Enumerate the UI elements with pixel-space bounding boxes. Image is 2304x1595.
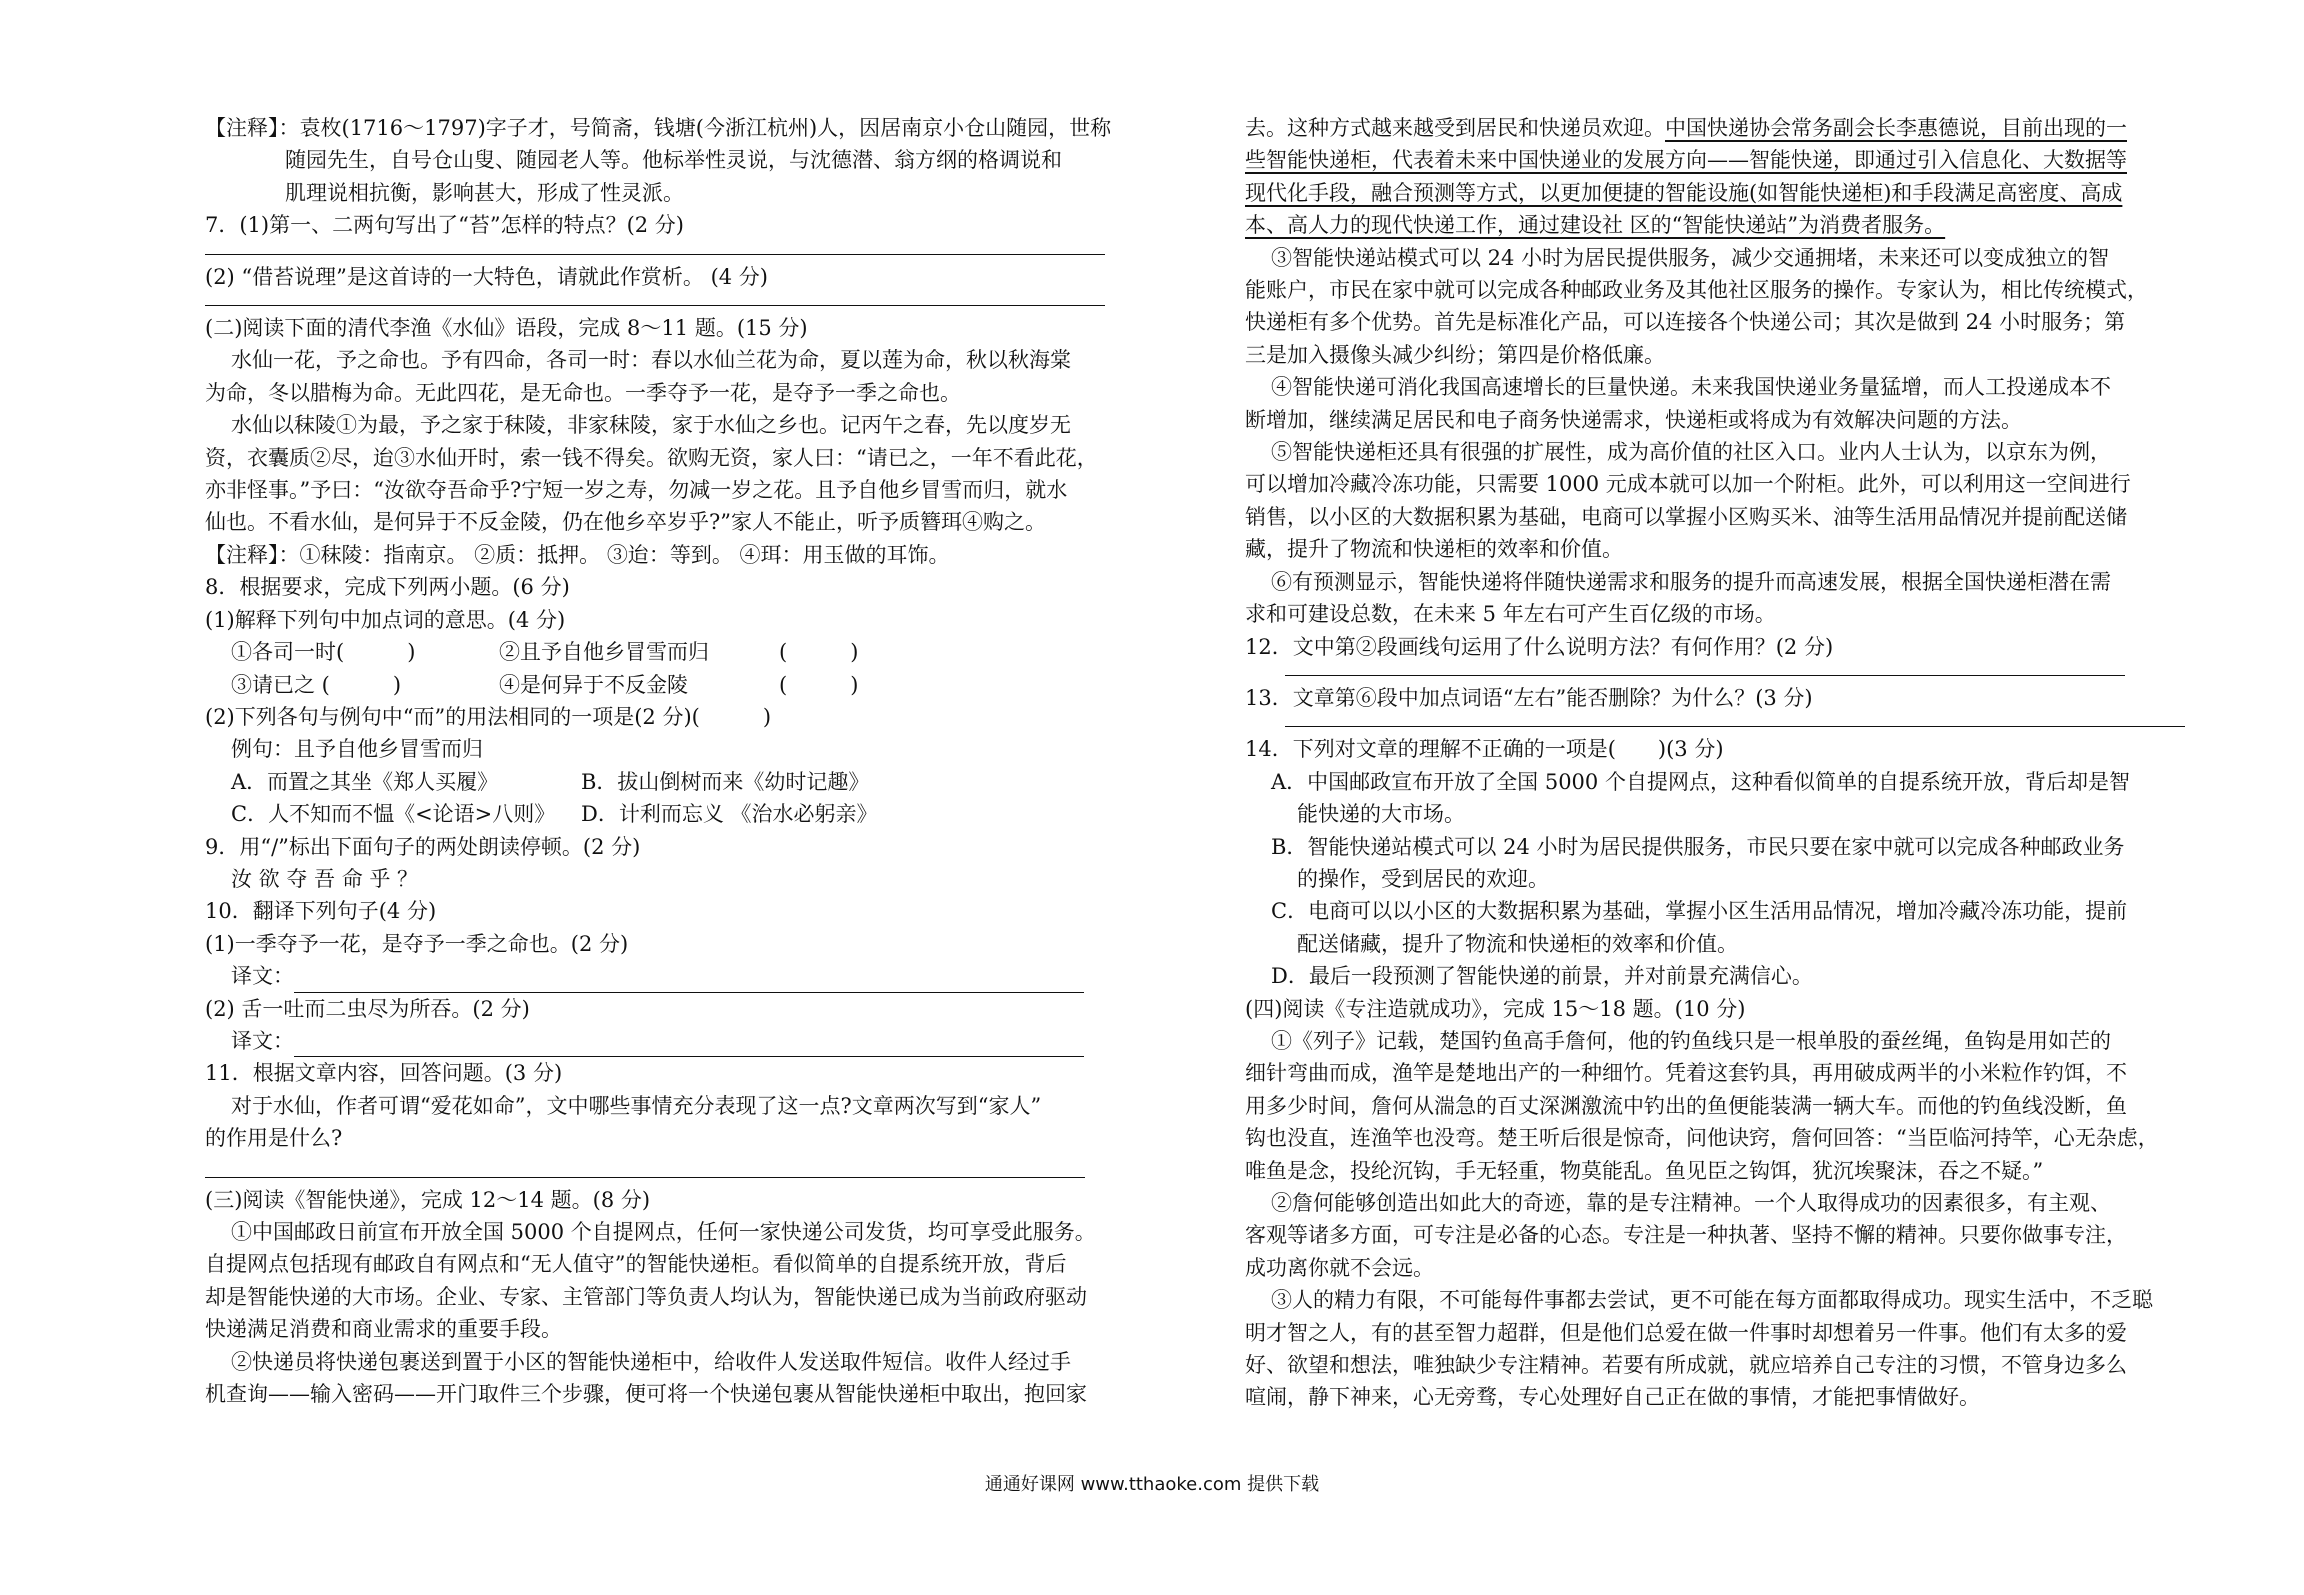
answer-line[interactable] (205, 1155, 1085, 1178)
question-10-2: (2) 舌一吐而二虫尽为所吞。(2 分) (205, 996, 530, 1021)
answer-line[interactable] (1285, 663, 2125, 676)
question-8: 8．根据要求，完成下列两小题。(6 分) (205, 575, 570, 600)
passage-line: 钩也没直，连渔竿也没弯。楚王听后很是惊奇，问他诀窍，詹何回答：“当臣临河持竿，心无杂虑， (1245, 1126, 2159, 1151)
answer-line[interactable] (205, 293, 1105, 306)
passage-line: 三是加入摄像头减少纠纷；第四是价格低廉。 (1245, 342, 1665, 367)
left-column (205, 112, 1140, 1410)
answer-line[interactable] (1285, 714, 2185, 727)
option-b[interactable]: B．智能快递站模式可以 24 小时为居民提供服务，市民只要在家中就可以完成各种邮政业务 (1271, 834, 2125, 859)
passage-line: 仙也。不看水仙，是何异于不反金陵，仍在他乡卒岁乎?”家人不能止，听予质簪珥④购之。 (205, 510, 1046, 535)
word-item: ②且予自他乡冒雪而归 (499, 640, 709, 665)
sentence-to-mark: 汝 欲 夺 吾 命 乎 ？ (231, 866, 419, 891)
passage-line: 求和可建设总数，在未来 5 年左右可产生百亿级的市场。 (1245, 602, 1776, 627)
question-11: 11．根据文章内容，回答问题。(3 分) (205, 1061, 563, 1086)
word-item-row (205, 636, 1140, 668)
passage-line: 水仙以秣陵①为最，予之家于秣陵，非家秣陵，家于水仙之乡也。记丙午之春，先以度岁无 (231, 413, 1071, 438)
passage-line: 销售，以小区的大数据积累为基础，电商可以掌握小区购买米、油等生活用品情况并提前配送储 (1245, 504, 2127, 529)
option-row (205, 798, 1140, 830)
note-line: 随园先生，自号仓山叟、随园老人等。他标举性灵说，与沈德潜、翁方纲的格调说和 (285, 148, 1062, 173)
section-3-title: (三)阅读《智能快递》，完成 12～14 题。(8 分) (205, 1187, 651, 1212)
passage-line: 能账户，市民在家中就可以完成各种邮政业务及其他社区服务的操作。专家认为，相比传统模式， (1245, 278, 2148, 303)
passage-line: 客观等诸多方面，可专注是必备的心态。专注是一种执著、坚持不懈的精神。只要你做事专注， (1245, 1223, 2127, 1248)
passage-line: 明才智之人，有的甚至智力超群，但是他们总爱在做一件事时却想着另一件事。他们有太多的爱 (1245, 1320, 2127, 1345)
passage-line: ⑤智能快递柜还具有很强的扩展性，成为高价值的社区入口。业内人士认为，以京东为例， (1271, 440, 2111, 465)
translation-label: 译文： (231, 1028, 294, 1053)
option-a[interactable]: A．中国邮政宣布开放了全国 5000 个自提网点，这种看似简单的自提系统开放，背后却是智 (1271, 769, 2130, 794)
underlined-sentence: 些智能快递柜，代表着未来中国快递业的发展方向——智能快递，即通过引入信息化、大数据等 (1245, 148, 2127, 173)
underlined-sentence: 本、高人力的现代快递工作，通过建设社 区的“智能快递站”为消费者服务。 (1245, 213, 1946, 238)
passage-line: 成功离你就不会远。 (1245, 1255, 1434, 1280)
section-4-title: (四)阅读《专注造就成功》，完成 15～18 题。(10 分) (1245, 996, 1746, 1021)
option-b-cont: 的操作，受到居民的欢迎。 (1297, 866, 1549, 891)
passage-line: 为命，冬以腊梅为命。无此四花，是无命也。一季夺予一花，是夺予一季之命也。 (205, 380, 961, 405)
translation-row (205, 960, 1140, 992)
section-2-title: (二)阅读下面的清代李渔《水仙》语段，完成 8～11 题。(15 分) (205, 316, 808, 341)
example-sentence: 例句：且予自他乡冒雪而归 (231, 737, 483, 762)
question-text: 对于水仙，作者可谓“爱花如命”，文中哪些事情充分表现了这一点?文章两次写到“家人” (231, 1093, 1042, 1118)
passage-line: 可以增加冷藏冷冻功能，只需要 1000 元成本就可以加一个附柜。此外，可以利用这一空间进行 (1245, 472, 2131, 497)
answer-line[interactable] (294, 970, 1084, 993)
passage-line: 快递柜有多个优势。首先是标准化产品，可以连接各个快递公司；其次是做到 24 小时服务；第 (1245, 310, 2126, 335)
passage-line: ②詹何能够创造出如此大的奇迹，靠的是专注精神。一个人取得成功的因素很多，有主观、 (1271, 1191, 2111, 1215)
question-14: 14．下列对文章的理解不正确的一项是( )(3 分) (1245, 737, 1724, 762)
question-9: 9．用“/”标出下面句子的两处朗读停顿。(2 分) (205, 834, 641, 859)
question-10: 10．翻译下列句子(4 分) (205, 899, 437, 924)
question-13: 13．文章第⑥段中加点词语“左右”能否删除？为什么？(3 分) (1245, 685, 1813, 710)
translation-label: 译文： (231, 964, 294, 989)
answer-line[interactable] (205, 242, 1105, 255)
option-c-cont: 配送储藏，提升了物流和快递柜的效率和价值。 (1297, 931, 1738, 956)
answer-line[interactable] (294, 1034, 1084, 1057)
question-7-1: 7．(1)第一、二两句写出了“苔”怎样的特点？(2 分) (205, 213, 684, 238)
passage-line: 用多少时间，詹何从湍急的百丈深渊激流中钓出的鱼便能装满一辆大车。而他的钓鱼线没断，鱼 (1245, 1093, 2127, 1118)
option-d[interactable]: D．最后一段预测了智能快递的前景，并对前景充满信心。 (1271, 964, 1813, 989)
passage-line: 机查询——输入密码——开门取件三个步骤，便可将一个快递包裹从智能快递柜中取出，抱回家 (205, 1382, 1087, 1407)
note-line: 【注释】：袁枚(1716～1797)字子才，号简斋，钱塘(今浙江杭州)人，因居南京小仓山随园，世称 (205, 116, 1112, 140)
right-column (1245, 112, 2180, 1414)
word-item: ①各司一时( ) (231, 640, 416, 665)
word-item: ③请已之 ( ) (231, 672, 402, 697)
passage-line: 亦非怪事。”予曰：“汝欲夺吾命乎?宁短一岁之寿，勿减一岁之花。且予自他乡冒雪而归，就水 (205, 478, 1068, 503)
option-a-cont: 能快递的大市场。 (1297, 802, 1465, 827)
passage-line: 好、欲望和想法，唯独缺少专注精神。若要有所成就，就应培养自己专注的习惯，不管身边多么 (1245, 1353, 2127, 1378)
question-8-2: (2)下列各句与例句中“而”的用法相同的一项是(2 分)( ) (205, 704, 772, 729)
passage-line: 唯鱼是念，投纶沉钩，手无轻重，物莫能乱。鱼见臣之钩饵，犹沉埃聚沫，吞之不疑。” (1245, 1158, 2044, 1183)
option-d[interactable]: D．计利而忘义 《治水必躬亲》 (581, 802, 878, 827)
passage-line: 水仙一花，予之命也。予有四命，各司一时：春以水仙兰花为命，夏以莲为命，秋以秋海棠 (231, 348, 1071, 373)
word-blank[interactable]: ( ) (779, 640, 859, 665)
word-item-row (205, 669, 1140, 701)
underlined-sentence: 现代化手段，融合预测等方式，以更加便捷的智能设施(如智能快递柜)和手段满足高密度、高成 (1245, 180, 2123, 205)
question-text: 的作用是什么? (205, 1126, 343, 1151)
passage-line: 资，衣囊质②尽，迨③水仙开时，索一钱不得矣。欲购无资，家人曰：“请已之，一年不看此花， (205, 445, 1098, 470)
word-blank[interactable]: ( ) (779, 672, 859, 697)
passage-line: 断增加，继续满足居民和电子商务快递需求，快递柜或将成为有效解决问题的方法。 (1245, 407, 2022, 432)
passage-line: ①中国邮政日前宣布开放全国 5000 个自提网点，任何一家快递公司发货，均可享受此服务。 (231, 1220, 1096, 1244)
passage-line: 自提网点包括现有邮政自有网点和“无人值守”的智能快递柜。看似简单的自提系统开放，背后 (205, 1252, 1067, 1277)
note-line: 【注释】：①秣陵：指南京。 ②质：抵押。 ③迨：等到。 ④珥：用玉做的耳饰。 (205, 542, 950, 567)
passage-text: 去。这种方式越来越受到居民和快递员欢迎。 (1245, 116, 1665, 140)
passage-line (1245, 112, 2180, 144)
question-10-1: (1)一季夺予一花，是夺予一季之命也。(2 分) (205, 931, 629, 956)
passage-line: ③智能快递站模式可以 24 小时为居民提供服务，减少交通拥堵，未来还可以变成独立的智 (1271, 245, 2110, 270)
option-c[interactable]: C．人不知而不愠《<论语>八则》 (231, 802, 556, 827)
question-12: 12．文中第②段画线句运用了什么说明方法？有何作用？(2 分) (1245, 634, 1834, 659)
note-line: 肌理说相抗衡，影响甚大，形成了性灵派。 (285, 180, 684, 205)
translation-row (205, 1025, 1140, 1057)
question-8-1: (1)解释下列句中加点词的意思。(4 分) (205, 607, 566, 632)
passage-line: 藏，提升了物流和快递柜的效率和价值。 (1245, 537, 1623, 562)
option-row (205, 766, 1140, 798)
word-item: ④是何异于不反金陵 (499, 672, 688, 697)
underlined-sentence: 中国快递协会常务副会长李惠德说，目前出现的一 (1665, 116, 2127, 140)
passage-line: 快递满足消费和商业需求的重要手段。 (205, 1317, 562, 1342)
passage-line: 却是智能快递的大市场。企业、专家、主管部门等负责人均认为，智能快递已成为当前政府驱动 (205, 1284, 1087, 1309)
option-a[interactable]: A．而置之其坐《郑人买履》 (231, 769, 499, 794)
passage-line: ④智能快递可消化我国高速增长的巨量快递。未来我国快递业务量猛增，而人工投递成本不 (1271, 375, 2111, 400)
passage-line: ②快递员将快递包裹送到置于小区的智能快递柜中，给收件人发送取件短信。收件人经过手 (231, 1349, 1071, 1374)
passage-line: 喧闹，静下神来，心无旁骛，专心处理好自己正在做的事情，才能把事情做好。 (1245, 1385, 1980, 1410)
passage-line: ⑥有预测显示，智能快递将伴随快递需求和服务的提升而高速发展，根据全国快递柜潜在需 (1271, 569, 2111, 594)
passage-line: 细针弯曲而成，渔竿是楚地出产的一种细竹。凭着这套钓具，再用破成两半的小米粒作钓饵，不 (1245, 1061, 2127, 1086)
option-c[interactable]: C．电商可以以小区的大数据积累为基础，掌握小区生活用品情况，增加冷藏冷冻功能，提前 (1271, 899, 2128, 924)
passage-line: ①《列子》记载，楚国钓鱼高手詹何，他的钓鱼线只是一根单股的蚕丝绳，鱼钩是用如芒的 (1271, 1028, 2111, 1053)
question-7-2: (2) “借苔说理”是这首诗的一大特色，请就此作赏析。 (4 分) (205, 264, 768, 289)
passage-line: ③人的精力有限，不可能每件事都去尝试，更不可能在每方面都取得成功。现实生活中，不乏聪 (1271, 1288, 2153, 1313)
page-footer: 通通好课网 www.tthaoke.com 提供下载 (984, 1474, 1320, 1495)
option-b[interactable]: B．拔山倒树而来《幼时记趣》 (581, 769, 870, 794)
